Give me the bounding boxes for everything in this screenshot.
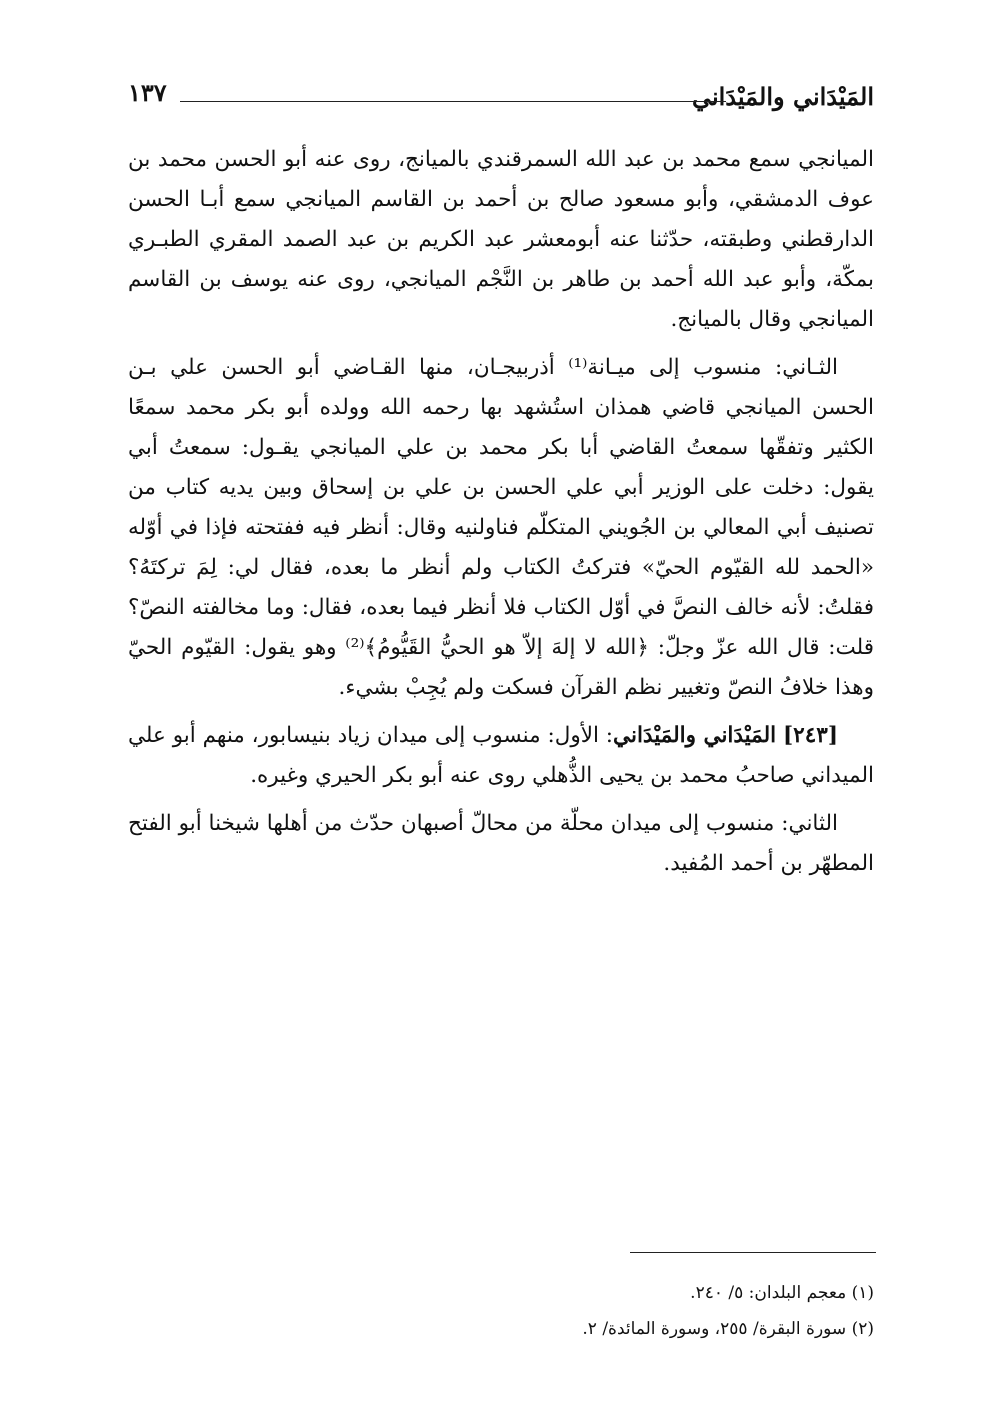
entry-title: المَيْدَاني والمَيْدَاني: [613, 723, 777, 748]
running-title: المَيْدَاني والمَيْدَاني: [691, 82, 874, 111]
entry-243: [128, 716, 874, 796]
entry-number: [٢٤٣]: [782, 723, 839, 748]
header-rule: [180, 101, 726, 102]
paragraph-4: الثاني: منسوب إلى ميدان محلّة من محالّ أصبهان حدّث من أهلها شيخنا أبو الفتح المطهّر بن أحمد المُفيد.: [128, 811, 874, 876]
body-text: [128, 140, 874, 892]
paragraph-2: الثـاني: منسوب إلى ميـانة⁽¹⁾ أذربيجـان، منها القـاضي أبو الحسن علي بـن الحسن الميانجي قاضي همذان استُشهد بها رحمه الله وولده أبو بكر محمد سمعًا الكثير وتفقّها سمعتُ القاضي أبا بكر محمد بن علي الميانجي يقـول: سمعتُ أبي يقول: دخلت على الوزير أبي علي الحسن بن علي بن إسحاق وبين يديه كتاب من تصنيف أبي المعالي بن الجُويني المتكلّم فناولنيه وقال: أنظر فيه ففتحته فإذا في أوّله «الحمد لله القيّوم الحيّ» فتركتُ الكتاب ولم أنظر ما بعده، فقال لي: لِمَ تركتَهُ؟ فقلتُ: لأنه خالف النصَّ في أوّل الكتاب فلا أنظر فيما بعده، فقال: وما مخالفته النصّ؟ قلت: قال الله عزّ وجلّ: ﴿الله لا إلهَ إلاّ هو الحيُّ القَيُّومُ﴾⁽²⁾ وهو يقول: القيّوم الحيّ وهذا خلافُ النصّ وتغيير نظم القرآن فسكت ولم يُجِبْ بشيء.: [128, 355, 874, 700]
footnotes: [128, 1275, 874, 1347]
footnote-rule: [630, 1252, 876, 1253]
entry-text: : الأول: منسوب إلى ميدان زياد بنيسابور، منهم أبو علي الميداني صاحبُ محمد بن يحيى الذُّهلي روى عنه أبو بكر الحيري وغيره.: [128, 723, 874, 788]
footnote-2: (٢) سورة البقرة/ ٢٥٥، وسورة المائدة/ ٢.: [582, 1319, 874, 1339]
page-number: ١٣٧: [128, 78, 167, 107]
page-header: [128, 78, 874, 118]
footnote-1: (١) معجم البلدان: ٥/ ٢٤٠.: [690, 1283, 874, 1303]
paragraph-1: الميانجي سمع محمد بن عبد الله السمرقندي بالميانج، روى عنه أبو الحسن محمد بن عوف الدمشقي، وأبو مسعود صالح بن أحمد بن القاسم الميانجي سمع أبـا الحسن الدارقطني وطبقته، حدّثنا عنه أبومعشر عبد الكريم بن عبد الصمد المقري الطبـري بمكّة، وأبو عبد الله أحمد بن طاهر بن النَّجْم الميانجي، روى عنه يوسف بن القاسم الميانجي وقال بالميانج.: [128, 147, 874, 332]
